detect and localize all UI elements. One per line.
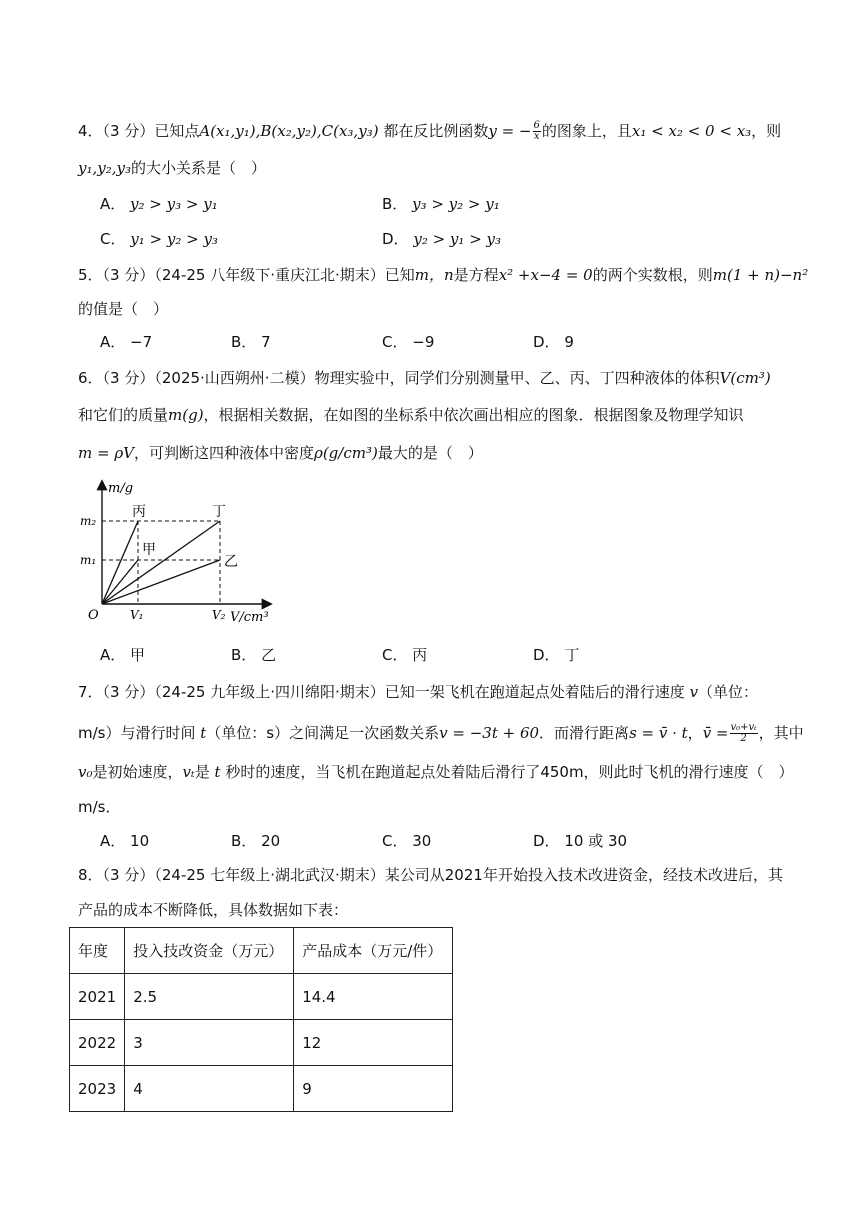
q4-text: ，则: [751, 122, 782, 140]
origin-label: O: [88, 608, 99, 623]
q6-density-unit: ρ(g/cm³): [314, 444, 378, 462]
q8-table: [69, 927, 453, 1112]
table-cell: 12: [294, 1020, 453, 1066]
q6-volume-unit: V(cm³): [719, 369, 771, 387]
q5-line2: 的值是（ ）: [78, 300, 169, 318]
q7-source: （24-25 九年级上·四川绵阳·期末）: [154, 683, 385, 701]
q7-option-d[interactable]: D． 10 或 30: [533, 832, 628, 850]
v1-label: V₁: [130, 608, 144, 622]
q4-score: （3 分）: [102, 122, 155, 140]
jia-label: 甲: [142, 542, 156, 558]
q6-line1: 6．（3 分）（2025·山西朔州·二模）物理实验中，同学们分别测量甲、乙、丙、丁四种液体的体积V(cm³): [78, 369, 771, 387]
table-cell: 3: [125, 1020, 294, 1066]
q7-number: 7．: [78, 683, 103, 701]
q8-line1: 8．（3 分）（24-25 七年级上·湖北武汉·期末）某公司从2021年开始投入技术改进资金，经技术改进后，其: [78, 866, 783, 884]
q8-score: （3 分）: [102, 866, 155, 884]
q4-vars: y₁,y₂,y₃: [78, 159, 131, 177]
q6-score: （3 分）: [102, 369, 155, 387]
q7-func: v = −3t + 60: [439, 724, 540, 742]
table-cell: 2022: [70, 1020, 125, 1066]
m2-label: m₂: [80, 514, 97, 528]
q5-option-c[interactable]: C． −9: [382, 333, 435, 351]
q5-line1: 5．（3 分）（24-25 八年级下·重庆江北·期末）已知m，n是方程x² +x−4 = 0的两个实数根，则m(1 + n)−n²: [78, 266, 809, 284]
table-header-cell: 投入技改资金（万元）: [125, 928, 294, 974]
q6-number: 6．: [78, 369, 103, 387]
y-axis-label: m/g: [108, 481, 134, 496]
q4-func: y = −: [488, 122, 532, 140]
q4-option-b[interactable]: B． y₃ > y₂ > y₁: [382, 195, 500, 213]
q4-text: 的图象上，且: [541, 122, 632, 140]
q7-line2: m/s）与滑行时间 t（单位：s）之间满足一次函数关系v = −3t + 60．而滑行距离s = v̄ · t，v̄ = $\frac{\text{v₀+vₜ}}{2}$ ，其中: [78, 722, 804, 744]
q4-line1: [78, 119, 781, 143]
q7-fraction: $\frac{\text{v₀+vₜ}}{2}$: [730, 722, 757, 744]
q6-source: （2025·山西朔州·二模）: [154, 369, 315, 387]
q8-line2: 产品的成本不断降低，具体数据如下表：: [78, 901, 349, 919]
q6-option-b[interactable]: B． 乙: [231, 646, 277, 664]
q7-line1: 7．（3 分）（24-25 九年级上·四川绵阳·期末）已知一架飞机在跑道起点处着陆后的滑行速度 v（单位：: [78, 683, 759, 701]
q7-distance: s = v̄ · t: [629, 724, 688, 742]
q4-fraction: $\frac{6}{x}$: [533, 120, 540, 142]
table-cell: 2023: [70, 1066, 125, 1112]
q5-vars: m，n: [414, 266, 454, 284]
q7-option-b[interactable]: B． 20: [231, 832, 281, 850]
m1-label: m₁: [80, 553, 97, 567]
q7-option-c[interactable]: C． 30: [382, 832, 432, 850]
q4-option-d[interactable]: D． y₂ > y₁ > y₃: [382, 230, 502, 248]
q7-option-a[interactable]: A． 10: [100, 832, 150, 850]
v2-label: V₂: [212, 608, 226, 622]
q4-line2: [78, 156, 266, 180]
q8-number: 8．: [78, 866, 103, 884]
q7-line4: m/s．: [78, 798, 121, 816]
bing-label: 丙: [132, 504, 146, 520]
q5-source: （24-25 八年级下·重庆江北·期末）: [154, 266, 385, 284]
table-header-cell: 产品成本（万元/件）: [294, 928, 453, 974]
x-axis-label: V/cm³: [230, 610, 269, 625]
q6-option-a[interactable]: A． 甲: [100, 646, 146, 664]
q4-option-c[interactable]: C． y₁ > y₂ > y₃: [100, 230, 218, 248]
table-row: [70, 974, 453, 1020]
q4-points: A(x₁,y₁),B(x₂,y₂),C(x₃,y₃): [199, 122, 379, 140]
q4-number: 4．: [78, 122, 103, 140]
q5-equation: x² +x−4 = 0: [498, 266, 593, 284]
q6-formula: m = ρV: [78, 444, 134, 462]
table-cell: 2.5: [125, 974, 294, 1020]
table-cell: 14.4: [294, 974, 453, 1020]
q4-condition: x₁ < x₂ < 0 < x₃: [631, 122, 752, 140]
table-cell: 9: [294, 1066, 453, 1112]
q7-score: （3 分）: [102, 683, 155, 701]
q6-option-c[interactable]: C． 丙: [382, 646, 428, 664]
q6-option-d[interactable]: D． 丁: [533, 646, 580, 664]
q5-option-b[interactable]: B． 7: [231, 333, 271, 351]
q5-score: （3 分）: [102, 266, 155, 284]
q4-text: 的大小关系是（ ）: [131, 159, 267, 177]
q6-line3: m = ρV，可判断这四种液体中密度ρ(g/cm³)最大的是（ ）: [78, 444, 483, 462]
ding-label: 丁: [212, 504, 226, 520]
q5-expression: m(1 + n)−n²: [712, 266, 809, 284]
table-header-cell: 年度: [70, 928, 125, 974]
q4-option-a[interactable]: A． y₂ > y₃ > y₁: [100, 195, 218, 213]
table-row: [70, 1066, 453, 1112]
q5-number: 5．: [78, 266, 103, 284]
table-row: [70, 1020, 453, 1066]
q8-source: （24-25 七年级上·湖北武汉·期末）: [154, 866, 385, 884]
q6-line2: 和它们的质量m(g)，根据相关数据，在如图的坐标系中依次画出相应的图象．根据图象及物理学知识: [78, 406, 744, 424]
q6-mass-unit: m(g): [168, 406, 204, 424]
q7-line3: v₀是初始速度，vₜ是 t 秒时的速度，当飞机在跑道起点处着陆后滑行了450m，则此时飞机的滑行速度（ ）: [78, 763, 794, 781]
table-cell: 4: [125, 1066, 294, 1112]
q5-option-d[interactable]: D． 9: [533, 333, 574, 351]
q4-text: 都在反比例函数: [383, 122, 489, 140]
table-header-row: [70, 928, 453, 974]
q5-option-a[interactable]: A． −7: [100, 333, 153, 351]
q6-graph: [70, 474, 290, 634]
yi-label: 乙: [224, 554, 238, 570]
table-cell: 2021: [70, 974, 125, 1020]
q4-text: 已知点: [154, 122, 200, 140]
